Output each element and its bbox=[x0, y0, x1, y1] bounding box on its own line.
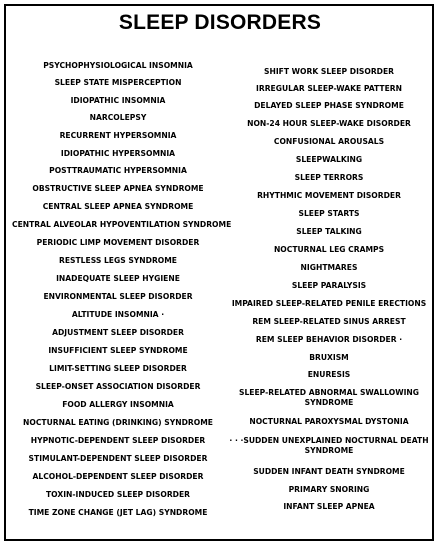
right-item: CONFUSIONAL AROUSALS bbox=[273, 137, 385, 146]
left-item: TOXIN-INDUCED SLEEP DISORDER bbox=[45, 490, 191, 499]
right-item: SLEEP STARTS bbox=[298, 209, 360, 218]
right-item: NOCTURNAL PAROXYSMAL DYSTONIA bbox=[249, 417, 409, 426]
left-item: ALTITUDE INSOMNIA · bbox=[71, 310, 165, 319]
right-item: SUDDEN INFANT DEATH SYNDROME bbox=[253, 467, 405, 476]
right-item: DELAYED SLEEP PHASE SYNDROME bbox=[254, 101, 404, 110]
left-item: STIMULANT-DEPENDENT SLEEP DISORDER bbox=[28, 454, 208, 463]
right-item: SLEEP-RELATED ABNORMAL SWALLOWING SYNDROME bbox=[238, 388, 419, 407]
right-item: IRREGULAR SLEEP-WAKE PATTERN bbox=[256, 84, 402, 93]
left-item: NOCTURNAL EATING (DRINKING) SYNDROME bbox=[23, 418, 213, 427]
left-item: CENTRAL ALVEOLAR HYPOVENTILATION SYNDROME bbox=[12, 220, 232, 229]
right-item: SLEEP TERRORS bbox=[294, 173, 364, 182]
right-item: BRUXISM bbox=[309, 353, 349, 362]
right-item: SLEEP TALKING bbox=[296, 227, 362, 236]
left-item: HYPNOTIC-DEPENDENT SLEEP DISORDER bbox=[30, 436, 206, 445]
right-item: RHYTHMIC MOVEMENT DISORDER bbox=[257, 191, 401, 200]
left-item: ENVIRONMENTAL SLEEP DISORDER bbox=[43, 292, 193, 301]
left-item: POSTTRAUMATIC HYPERSOMNIA bbox=[49, 166, 187, 175]
left-item: FOOD ALLERGY INSOMNIA bbox=[62, 400, 174, 409]
page-title: SLEEP DISORDERS bbox=[118, 11, 322, 34]
right-item: NIGHTMARES bbox=[300, 263, 358, 272]
left-item: RESTLESS LEGS SYNDROME bbox=[59, 256, 177, 265]
left-item: PSYCHOPHYSIOLOGICAL INSOMNIA bbox=[43, 61, 193, 70]
left-item: LIMIT-SETTING SLEEP DISORDER bbox=[49, 364, 187, 373]
left-item: INSUFFICIENT SLEEP SYNDROME bbox=[48, 346, 188, 355]
right-item: SLEEPWALKING bbox=[295, 155, 363, 164]
right-item: IMPAIRED SLEEP-RELATED PENILE ERECTIONS bbox=[231, 299, 427, 308]
left-item: PERIODIC LIMP MOVEMENT DISORDER bbox=[36, 238, 200, 247]
left-item: IDIOPATHIC HYPERSOMNIA bbox=[60, 149, 176, 158]
left-item: RECURRENT HYPERSOMNIA bbox=[59, 131, 177, 140]
left-item: SLEEP STATE MISPERCEPTION bbox=[54, 78, 182, 87]
right-item: REM SLEEP BEHAVIOR DISORDER · bbox=[255, 335, 403, 344]
left-item: ADJUSTMENT SLEEP DISORDER bbox=[52, 328, 184, 337]
right-item: ENURESIS bbox=[307, 370, 351, 379]
left-item: SLEEP-ONSET ASSOCIATION DISORDER bbox=[35, 382, 201, 391]
right-item: INFANT SLEEP APNEA bbox=[283, 502, 375, 511]
left-item: IDIOPATHIC INSOMNIA bbox=[70, 96, 166, 105]
left-item: INADEQUATE SLEEP HYGIENE bbox=[56, 274, 180, 283]
right-item: REM SLEEP-RELATED SINUS ARREST bbox=[252, 317, 406, 326]
left-item: ALCOHOL-DEPENDENT SLEEP DISORDER bbox=[32, 472, 204, 481]
right-item: PRIMARY SNORING bbox=[288, 485, 370, 494]
right-item: SLEEP PARALYSIS bbox=[291, 281, 367, 290]
left-item: CENTRAL SLEEP APNEA SYNDROME bbox=[42, 202, 194, 211]
left-item: TIME ZONE CHANGE (JET LAG) SYNDROME bbox=[28, 508, 208, 517]
right-item: SHIFT WORK SLEEP DISORDER bbox=[264, 67, 394, 76]
right-item: · · ·SUDDEN UNEXPLAINED NOCTURNAL DEATH SYNDROME bbox=[229, 436, 429, 455]
right-item: NOCTURNAL LEG CRAMPS bbox=[273, 245, 385, 254]
left-item: OBSTRUCTIVE SLEEP APNEA SYNDROME bbox=[32, 184, 204, 193]
right-item: NON-24 HOUR SLEEP-WAKE DISORDER bbox=[247, 119, 411, 128]
left-item: NARCOLEPSY bbox=[89, 113, 147, 122]
